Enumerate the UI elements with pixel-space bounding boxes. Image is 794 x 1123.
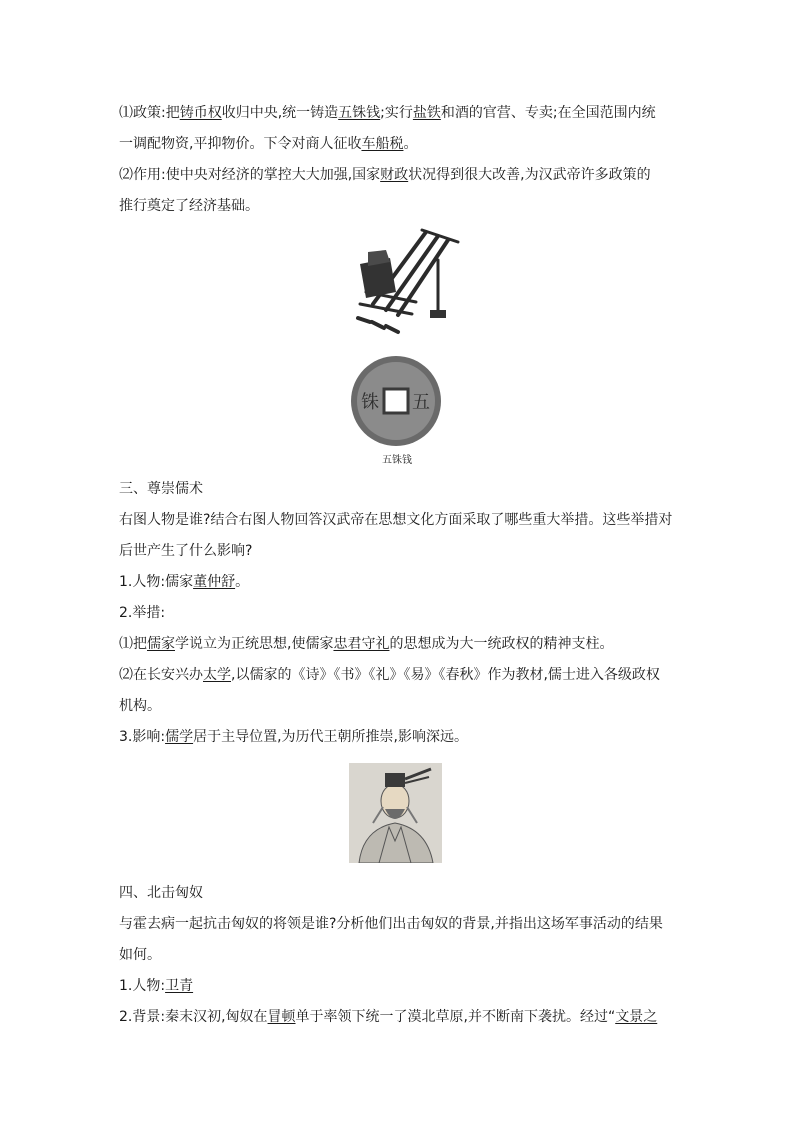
policy-line-1	[119, 103, 656, 123]
general-line	[119, 976, 193, 996]
coin-char-wu: 五	[412, 392, 430, 413]
underlined-answer: 铸币权	[179, 105, 222, 121]
text: 单于率领下统一了漠北草原,并不断南下袭扰。经过“	[295, 1009, 616, 1025]
influence-line	[119, 727, 468, 747]
underlined-answer: 财政	[380, 167, 409, 183]
question-4-line-1: 与霍去病一起抗击匈奴的将领是谁?分析他们出击匈奴的背景,并指出这场军事活动的结果	[119, 916, 663, 932]
background-line	[119, 1007, 657, 1027]
measure-1	[119, 634, 613, 654]
text: 居于主导位置,为历代王朝所推崇,影响深远。	[193, 729, 468, 745]
question-4-line-2: 如何。	[119, 947, 161, 963]
underlined-answer: 董仲舒	[193, 574, 236, 590]
underlined-answer: 儒学	[165, 729, 194, 745]
underlined-answer: 忠君守礼	[333, 636, 390, 652]
text: ,以儒家的《诗》《书》《礼》《易》《春秋》作为教材,儒士进入各级政权	[231, 667, 660, 683]
underlined-answer: 冒顿	[267, 1009, 296, 1025]
text: 一调配物资,平抑物价。下令对商人征收	[119, 136, 362, 152]
section-4-heading: 四、北击匈奴	[119, 885, 203, 901]
text: 。	[403, 136, 418, 152]
section-3-heading: 三、尊崇儒术	[119, 481, 203, 497]
underlined-answer: 文景之	[615, 1009, 658, 1025]
wuzhu-coin-image	[344, 353, 448, 449]
underlined-answer: 卫青	[165, 978, 194, 994]
text: ⑵在长安兴办	[119, 667, 203, 683]
underlined-answer: 太学	[203, 667, 231, 683]
person-line	[119, 572, 249, 592]
effect-line-1	[119, 165, 651, 185]
text: ⑴政策:把	[119, 105, 180, 121]
underlined-answer: 盐铁	[412, 105, 441, 121]
text: 1.人物:	[119, 978, 166, 994]
text: ;实行	[380, 105, 413, 121]
text: 2.背景:秦末汉初,匈奴在	[119, 1009, 268, 1025]
underlined-answer: 五铢钱	[338, 105, 381, 121]
text: 和酒的官营、专卖;在全国范围内统	[440, 105, 656, 121]
text: 收归中央,统一铸造	[221, 105, 339, 121]
text: 。	[235, 574, 250, 590]
measure-2-line-2: 机构。	[119, 698, 161, 714]
coin-char-zhu: 铢	[361, 392, 379, 413]
text: ⑵作用:使中央对经济的掌控大大加强,国家	[119, 167, 381, 183]
measures-heading: 2.举措:	[119, 605, 166, 621]
text: 3.影响:	[119, 729, 166, 745]
seed-drill-image	[338, 222, 462, 342]
text: 状况得到很大改善,为汉武帝许多政策的	[408, 167, 651, 183]
underlined-answer: 儒家	[147, 636, 175, 652]
coin-caption: 五铢钱	[382, 455, 412, 466]
policy-line-2	[119, 134, 417, 154]
dong-zhongshu-portrait	[349, 763, 442, 863]
effect-line-2: 推行奠定了经济基础。	[119, 198, 259, 214]
text: ⑴把	[119, 636, 147, 652]
underlined-answer: 车船税	[361, 136, 404, 152]
measure-2-line-1	[119, 665, 660, 685]
text: 学说立为正统思想,使儒家	[175, 636, 334, 652]
question-3-line-1: 右图人物是谁?结合右图人物回答汉武帝在思想文化方面采取了哪些重大举措。这些举措对	[119, 512, 673, 528]
text: 1.人物:儒家	[119, 574, 194, 590]
question-3-line-2: 后世产生了什么影响?	[119, 543, 253, 559]
text: 的思想成为大一统政权的精神支柱。	[389, 636, 614, 652]
